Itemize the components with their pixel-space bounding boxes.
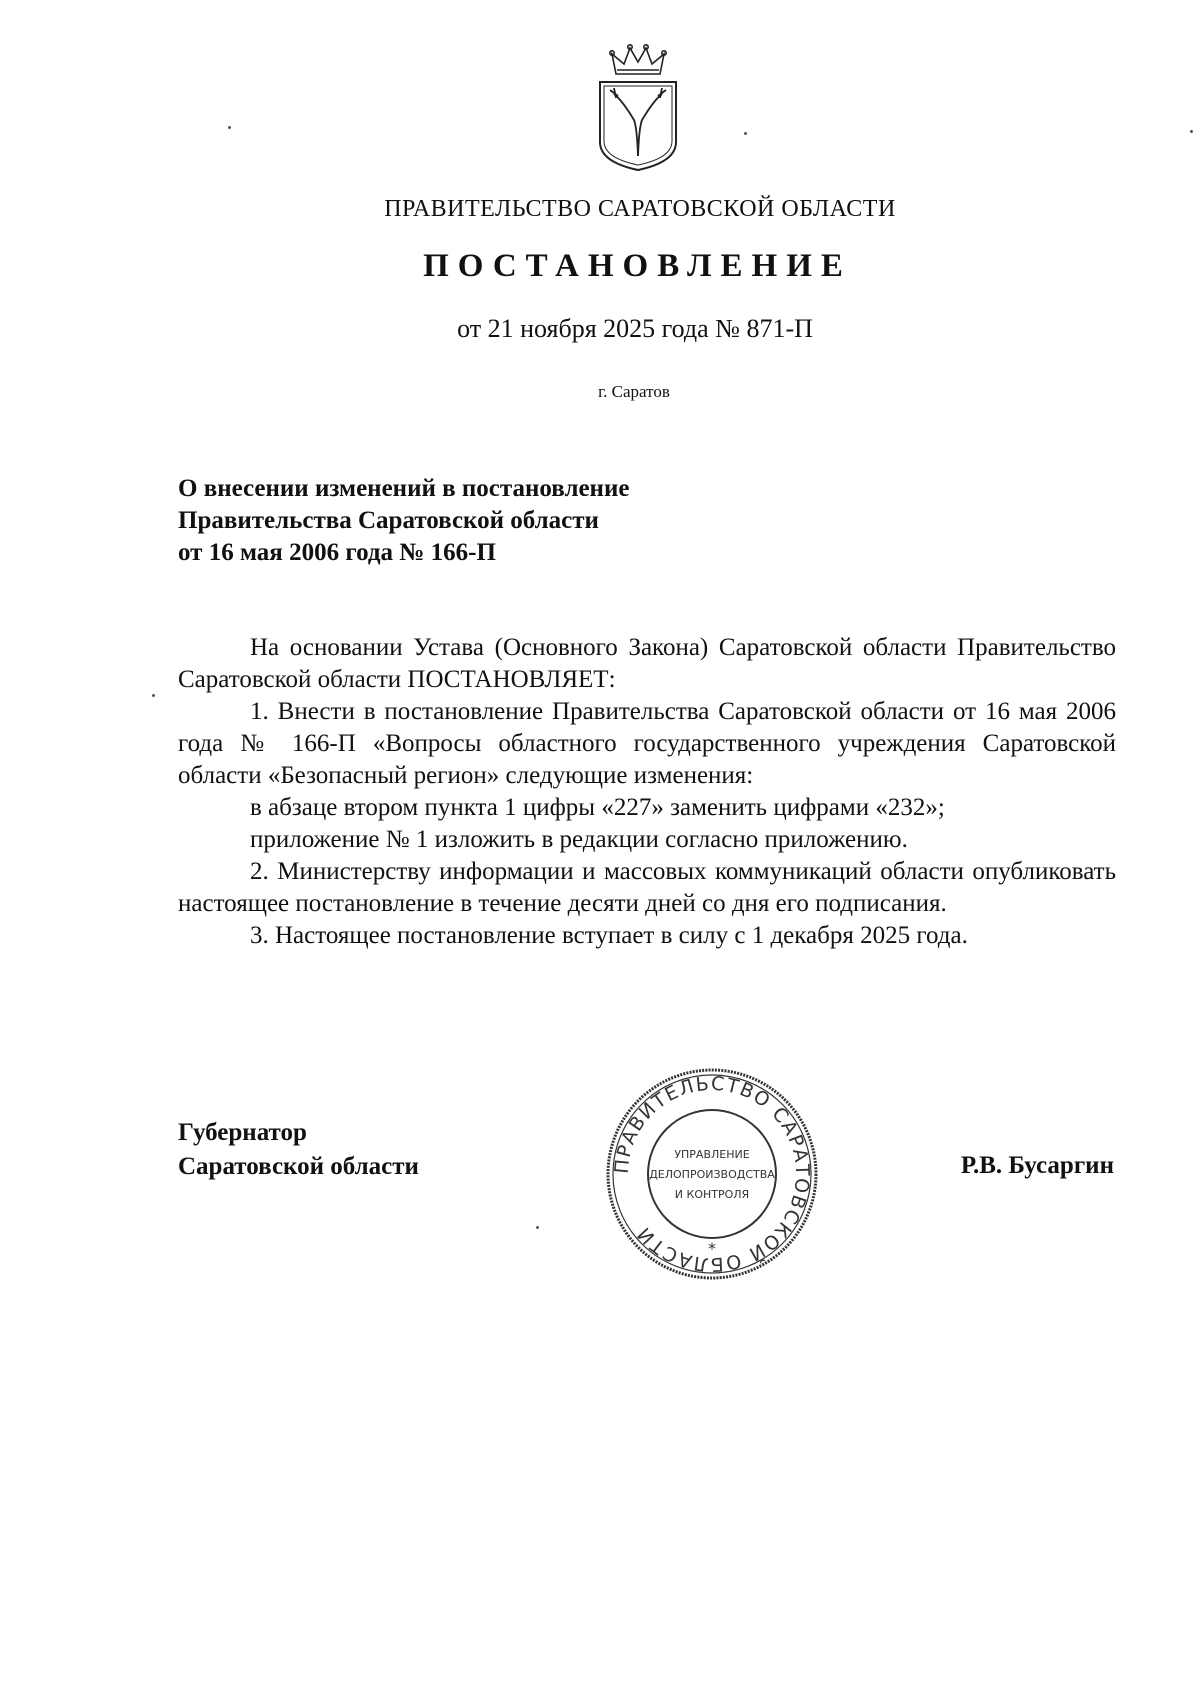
government-name: ПРАВИТЕЛЬСТВО САРАТОВСКОЙ ОБЛАСТИ: [384, 196, 896, 222]
official-seal-icon: [602, 1064, 822, 1284]
scan-speck: [228, 126, 231, 129]
title-line: Правительства Саратовской области: [178, 507, 599, 534]
stamp-outer-text: ПРАВИТЕЛЬСТВО САРАТОВСКОЙ ОБЛАСТИ: [610, 1072, 814, 1276]
signatory-title-line: Губернатор: [178, 1119, 307, 1146]
signatory-title: [178, 1116, 419, 1184]
document-city: г. Саратов: [598, 382, 670, 401]
document-type: ПОСТАНОВЛЕНИЕ: [423, 248, 852, 284]
coat-of-arms-icon: [590, 44, 686, 174]
scan-speck: [1190, 130, 1193, 133]
scan-speck: [744, 132, 747, 135]
title-line: от 16 мая 2006 года № 166-П: [178, 539, 496, 566]
scan-speck: [152, 694, 155, 697]
body-paragraph: 1. Внести в постановление Правительства Саратовской области от 16 мая 2006 года № 166-П «Вопросы областного государственного учреждения Саратовской области «Безопасный регион» следующие изменения:: [178, 698, 1116, 789]
body-paragraph: На основании Устава (Основного Закона) Саратовской области Правительство Саратовской области ПОСТАНОВЛЯЕТ:: [178, 634, 1116, 693]
body-paragraph: 2. Министерству информации и массовых коммуникаций области опубликовать настоящее постановление в течение десяти дней со дня его подписания.: [178, 858, 1116, 917]
stamp-inner-line: УПРАВЛЕНИЕ: [674, 1148, 750, 1161]
signatory-title-line: Саратовской области: [178, 1153, 419, 1180]
svg-text:*: *: [708, 1239, 716, 1258]
document-title: [178, 473, 629, 569]
document-date-number: от 21 ноября 2025 года № 871-П: [457, 314, 813, 343]
signatory-name: Р.В. Бусаргин: [960, 1152, 1114, 1179]
scan-speck: [536, 1226, 539, 1229]
stamp-inner-line: ДЕЛОПРОИЗВОДСТВА: [649, 1168, 775, 1181]
title-line: О внесении изменений в постановление: [178, 475, 630, 502]
body-paragraph: 3. Настоящее постановление вступает в силу с 1 декабря 2025 года.: [250, 922, 968, 949]
body-paragraph: приложение № 1 изложить в редакции согласно приложению.: [250, 826, 908, 853]
stamp-inner-line: И КОНТРОЛЯ: [674, 1188, 750, 1201]
document-body: [178, 632, 1116, 952]
body-paragraph: в абзаце втором пункта 1 цифры «227» заменить цифрами «232»;: [250, 794, 945, 821]
